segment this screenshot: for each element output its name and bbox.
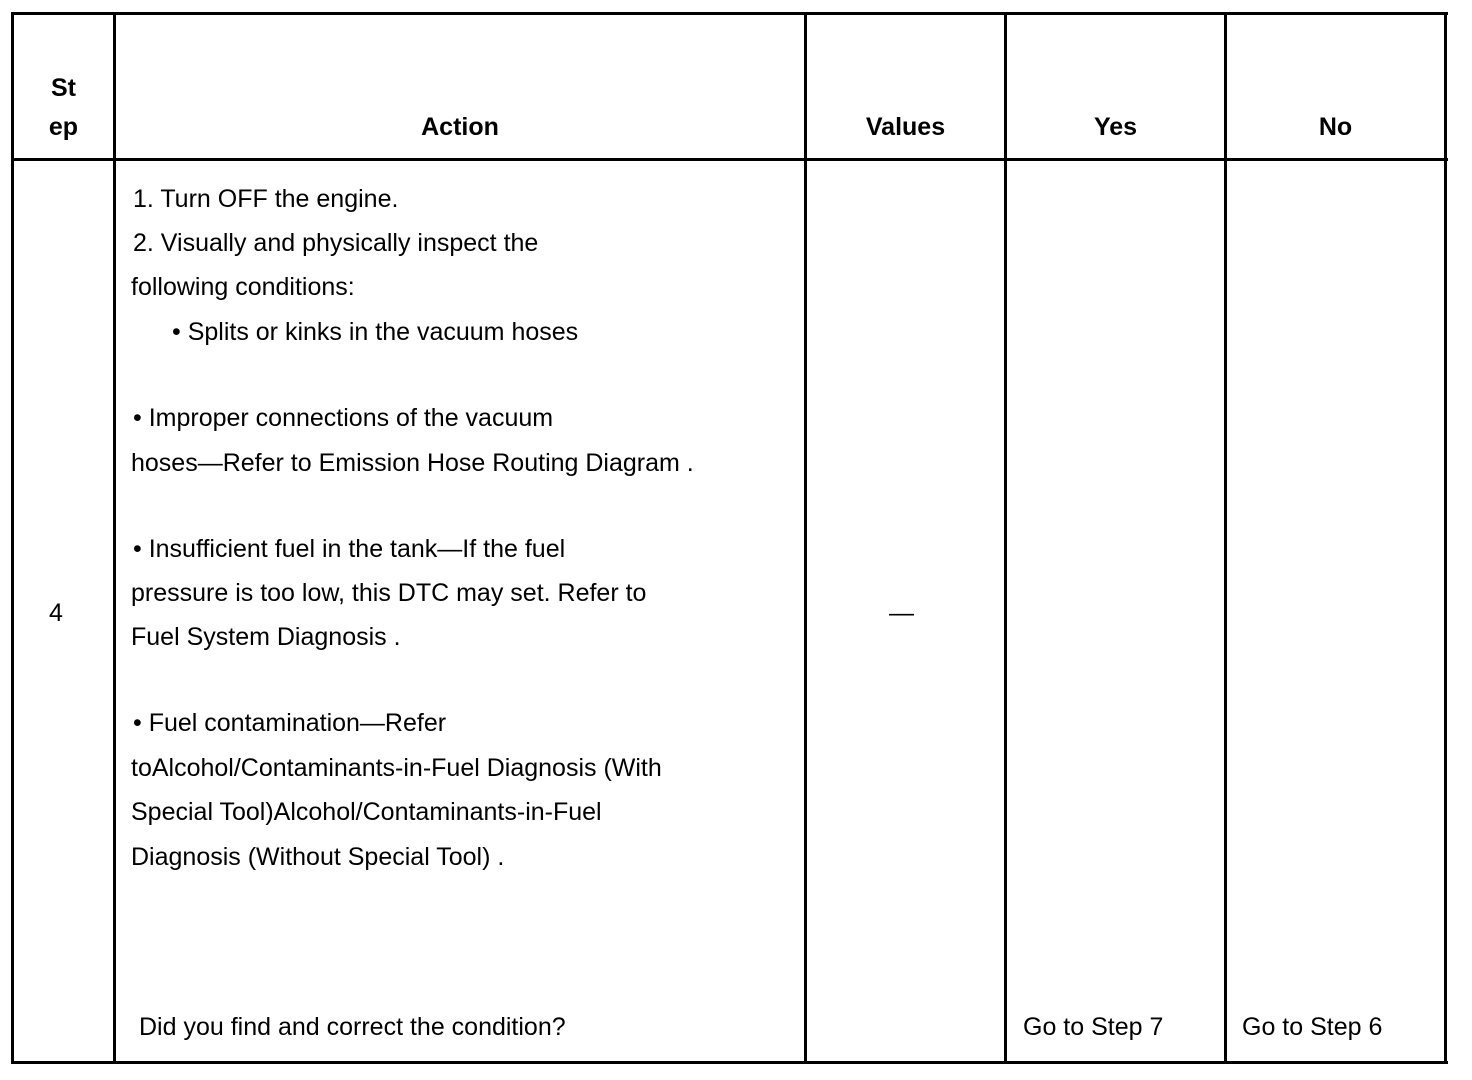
action-line: Diagnosis (Without Special Tool) . bbox=[131, 843, 505, 871]
question-text: Did you find and correct the condition? bbox=[139, 1013, 566, 1041]
col-divider-step-action bbox=[113, 12, 116, 1064]
action-line: Special Tool)Alcohol/Contaminants-in-Fuel bbox=[131, 798, 602, 826]
col-divider-action-values bbox=[804, 12, 807, 1064]
header-yes: Yes bbox=[1093, 113, 1138, 141]
action-line: • Fuel contamination—Refer bbox=[133, 709, 447, 737]
action-line: following conditions: bbox=[131, 273, 355, 301]
yes-next-step: Go to Step 7 bbox=[1023, 1013, 1164, 1041]
header-action: Action bbox=[421, 113, 499, 141]
action-line: 2. Visually and physically inspect the bbox=[133, 229, 539, 257]
action-line: • Insufficient fuel in the tank—If the fuel bbox=[133, 535, 566, 563]
values-dash: — bbox=[889, 599, 914, 627]
action-line: • Splits or kinks in the vacuum hoses bbox=[172, 318, 579, 346]
action-line: 1. Turn OFF the engine. bbox=[133, 185, 399, 213]
col-divider-yes-no bbox=[1224, 12, 1227, 1064]
action-line: toAlcohol/Contaminants-in-Fuel Diagnosis (With bbox=[131, 754, 662, 782]
action-line: Fuel System Diagnosis . bbox=[131, 623, 401, 651]
header-step-line2: ep bbox=[48, 113, 79, 141]
header-step-line1: St bbox=[51, 74, 76, 102]
col-divider-values-yes bbox=[1004, 12, 1007, 1064]
header-bottom-border bbox=[11, 158, 1448, 161]
header-no: No bbox=[1318, 113, 1353, 141]
header-values: Values bbox=[865, 113, 946, 141]
step-number: 4 bbox=[49, 599, 63, 627]
action-line: hoses—Refer to Emission Hose Routing Diagram . bbox=[131, 449, 694, 477]
no-next-step: Go to Step 6 bbox=[1242, 1013, 1383, 1041]
action-line: pressure is too low, this DTC may set. Refer to bbox=[131, 579, 647, 607]
table-left-border bbox=[11, 12, 14, 1064]
table-right-border bbox=[1444, 12, 1447, 1064]
table-top-border bbox=[11, 12, 1448, 15]
table-bottom-border bbox=[11, 1061, 1448, 1064]
action-line: • Improper connections of the vacuum bbox=[133, 404, 554, 432]
